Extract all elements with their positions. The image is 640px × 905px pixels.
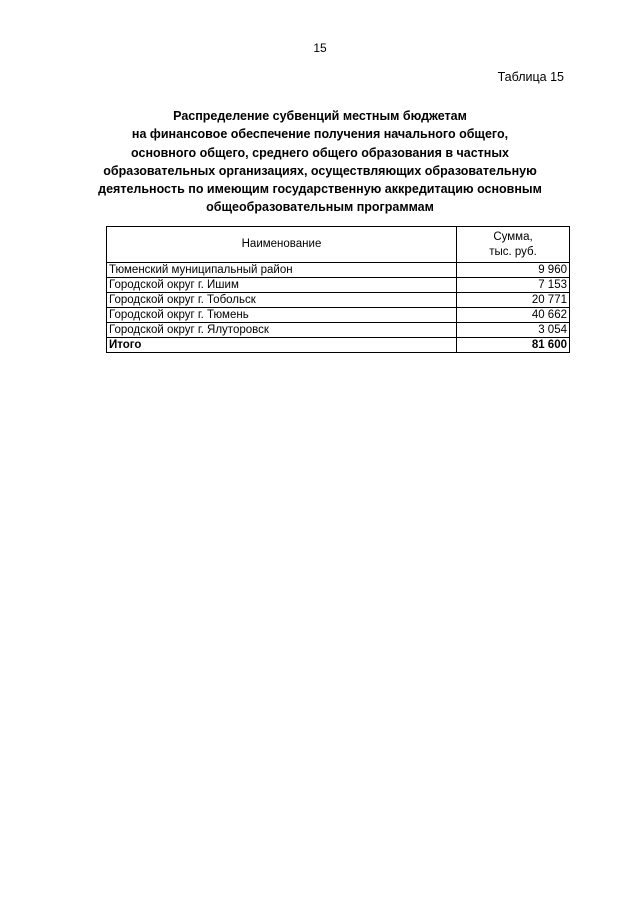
table-row — [107, 293, 570, 308]
header-name: Наименование — [107, 227, 457, 263]
title-line: общеобразовательным программам — [206, 200, 434, 215]
total-sum: 81 600 — [457, 338, 570, 353]
page-number: 15 — [313, 41, 327, 55]
table-row — [107, 263, 570, 278]
row-name: Городской округ г. Ишим — [107, 278, 457, 293]
row-name: Городской округ г. Тобольск — [107, 293, 457, 308]
table-label: Таблица 15 — [497, 70, 564, 84]
row-sum: 40 662 — [457, 308, 570, 323]
title-line: образовательных организациях, осуществляющих образовательную — [103, 163, 537, 178]
table-total-row — [107, 338, 570, 353]
table-row — [107, 278, 570, 293]
row-sum: 3 054 — [457, 323, 570, 338]
row-sum: 20 771 — [457, 293, 570, 308]
title-line: Распределение субвенций местным бюджетам — [173, 109, 467, 123]
header-sum-unit: тыс. руб. — [489, 245, 537, 258]
row-name: Городской округ г. Тюмень — [107, 308, 457, 323]
row-sum: 9 960 — [457, 263, 570, 278]
subvention-table — [106, 226, 570, 353]
header-sum — [457, 227, 570, 263]
title-line: основного общего, среднего общего образования в частных — [131, 145, 509, 160]
title-line: на финансовое обеспечение получения начального общего, — [131, 127, 509, 142]
total-name: Итого — [107, 338, 457, 353]
header-sum-line: Сумма, — [493, 230, 533, 243]
row-sum: 7 153 — [457, 278, 570, 293]
row-name: Тюменский муниципальный район — [107, 263, 457, 278]
table-row — [107, 308, 570, 323]
table-row — [107, 323, 570, 338]
document-title — [60, 107, 580, 217]
title-line: деятельность по имеющим государственную аккредитацию основным — [98, 182, 542, 197]
table-header-row — [107, 227, 570, 263]
row-name: Городской округ г. Ялуторовск — [107, 323, 457, 338]
